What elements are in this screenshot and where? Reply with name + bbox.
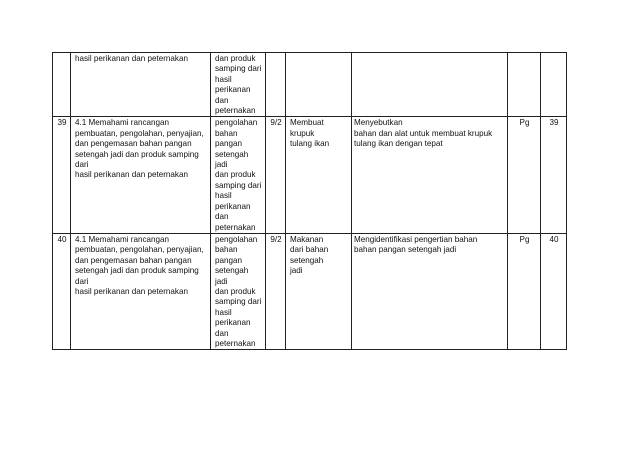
cell-number — [53, 53, 71, 117]
syllabus-table — [52, 52, 567, 350]
cell-competency: 4.1 Memahami rancangan pembuatan, pengolahan, penyajian, dan pengemasan bahan pangan setengah jadi dan produk samping dari hasil perikanan dan peternakan — [71, 233, 211, 349]
table-row — [53, 233, 567, 349]
cell-test-type — [508, 53, 541, 117]
cell-time: 9/2 — [266, 233, 286, 349]
cell-competency: hasil perikanan dan peternakan — [71, 53, 211, 117]
cell-indicator: Mengidentifikasi pengertian bahan bahan pangan setengah jadi — [352, 233, 508, 349]
cell-test-type: Pg — [508, 233, 541, 349]
cell-item-number: 40 — [541, 233, 567, 349]
cell-number: 40 — [53, 233, 71, 349]
cell-material: pengolahan bahan pangan setengah jadi dan produk samping dari hasil perikanan dan peternakan — [211, 233, 266, 349]
cell-indicator — [352, 53, 508, 117]
table-row — [53, 53, 567, 117]
cell-activity: Membuat krupuk tulang ikan — [286, 117, 352, 233]
cell-activity: Makanan dari bahan setengah jadi — [286, 233, 352, 349]
cell-material: pengolahan bahan pangan setengah jadi dan produk samping dari hasil perikanan dan peternakan — [211, 117, 266, 233]
cell-item-number — [541, 53, 567, 117]
table-row — [53, 117, 567, 233]
cell-item-number: 39 — [541, 117, 567, 233]
cell-time — [266, 53, 286, 117]
cell-number: 39 — [53, 117, 71, 233]
cell-material: dan produk samping dari hasil perikanan dan peternakan — [211, 53, 266, 117]
cell-test-type: Pg — [508, 117, 541, 233]
cell-time: 9/2 — [266, 117, 286, 233]
cell-competency: 4.1 Memahami rancangan pembuatan, pengolahan, penyajian, dan pengemasan bahan pangan setengah jadi dan produk samping dari hasil perikanan dan peternakan — [71, 117, 211, 233]
cell-activity — [286, 53, 352, 117]
cell-indicator: Menyebutkan bahan dan alat untuk membuat krupuk tulang ikan dengan tepat — [352, 117, 508, 233]
